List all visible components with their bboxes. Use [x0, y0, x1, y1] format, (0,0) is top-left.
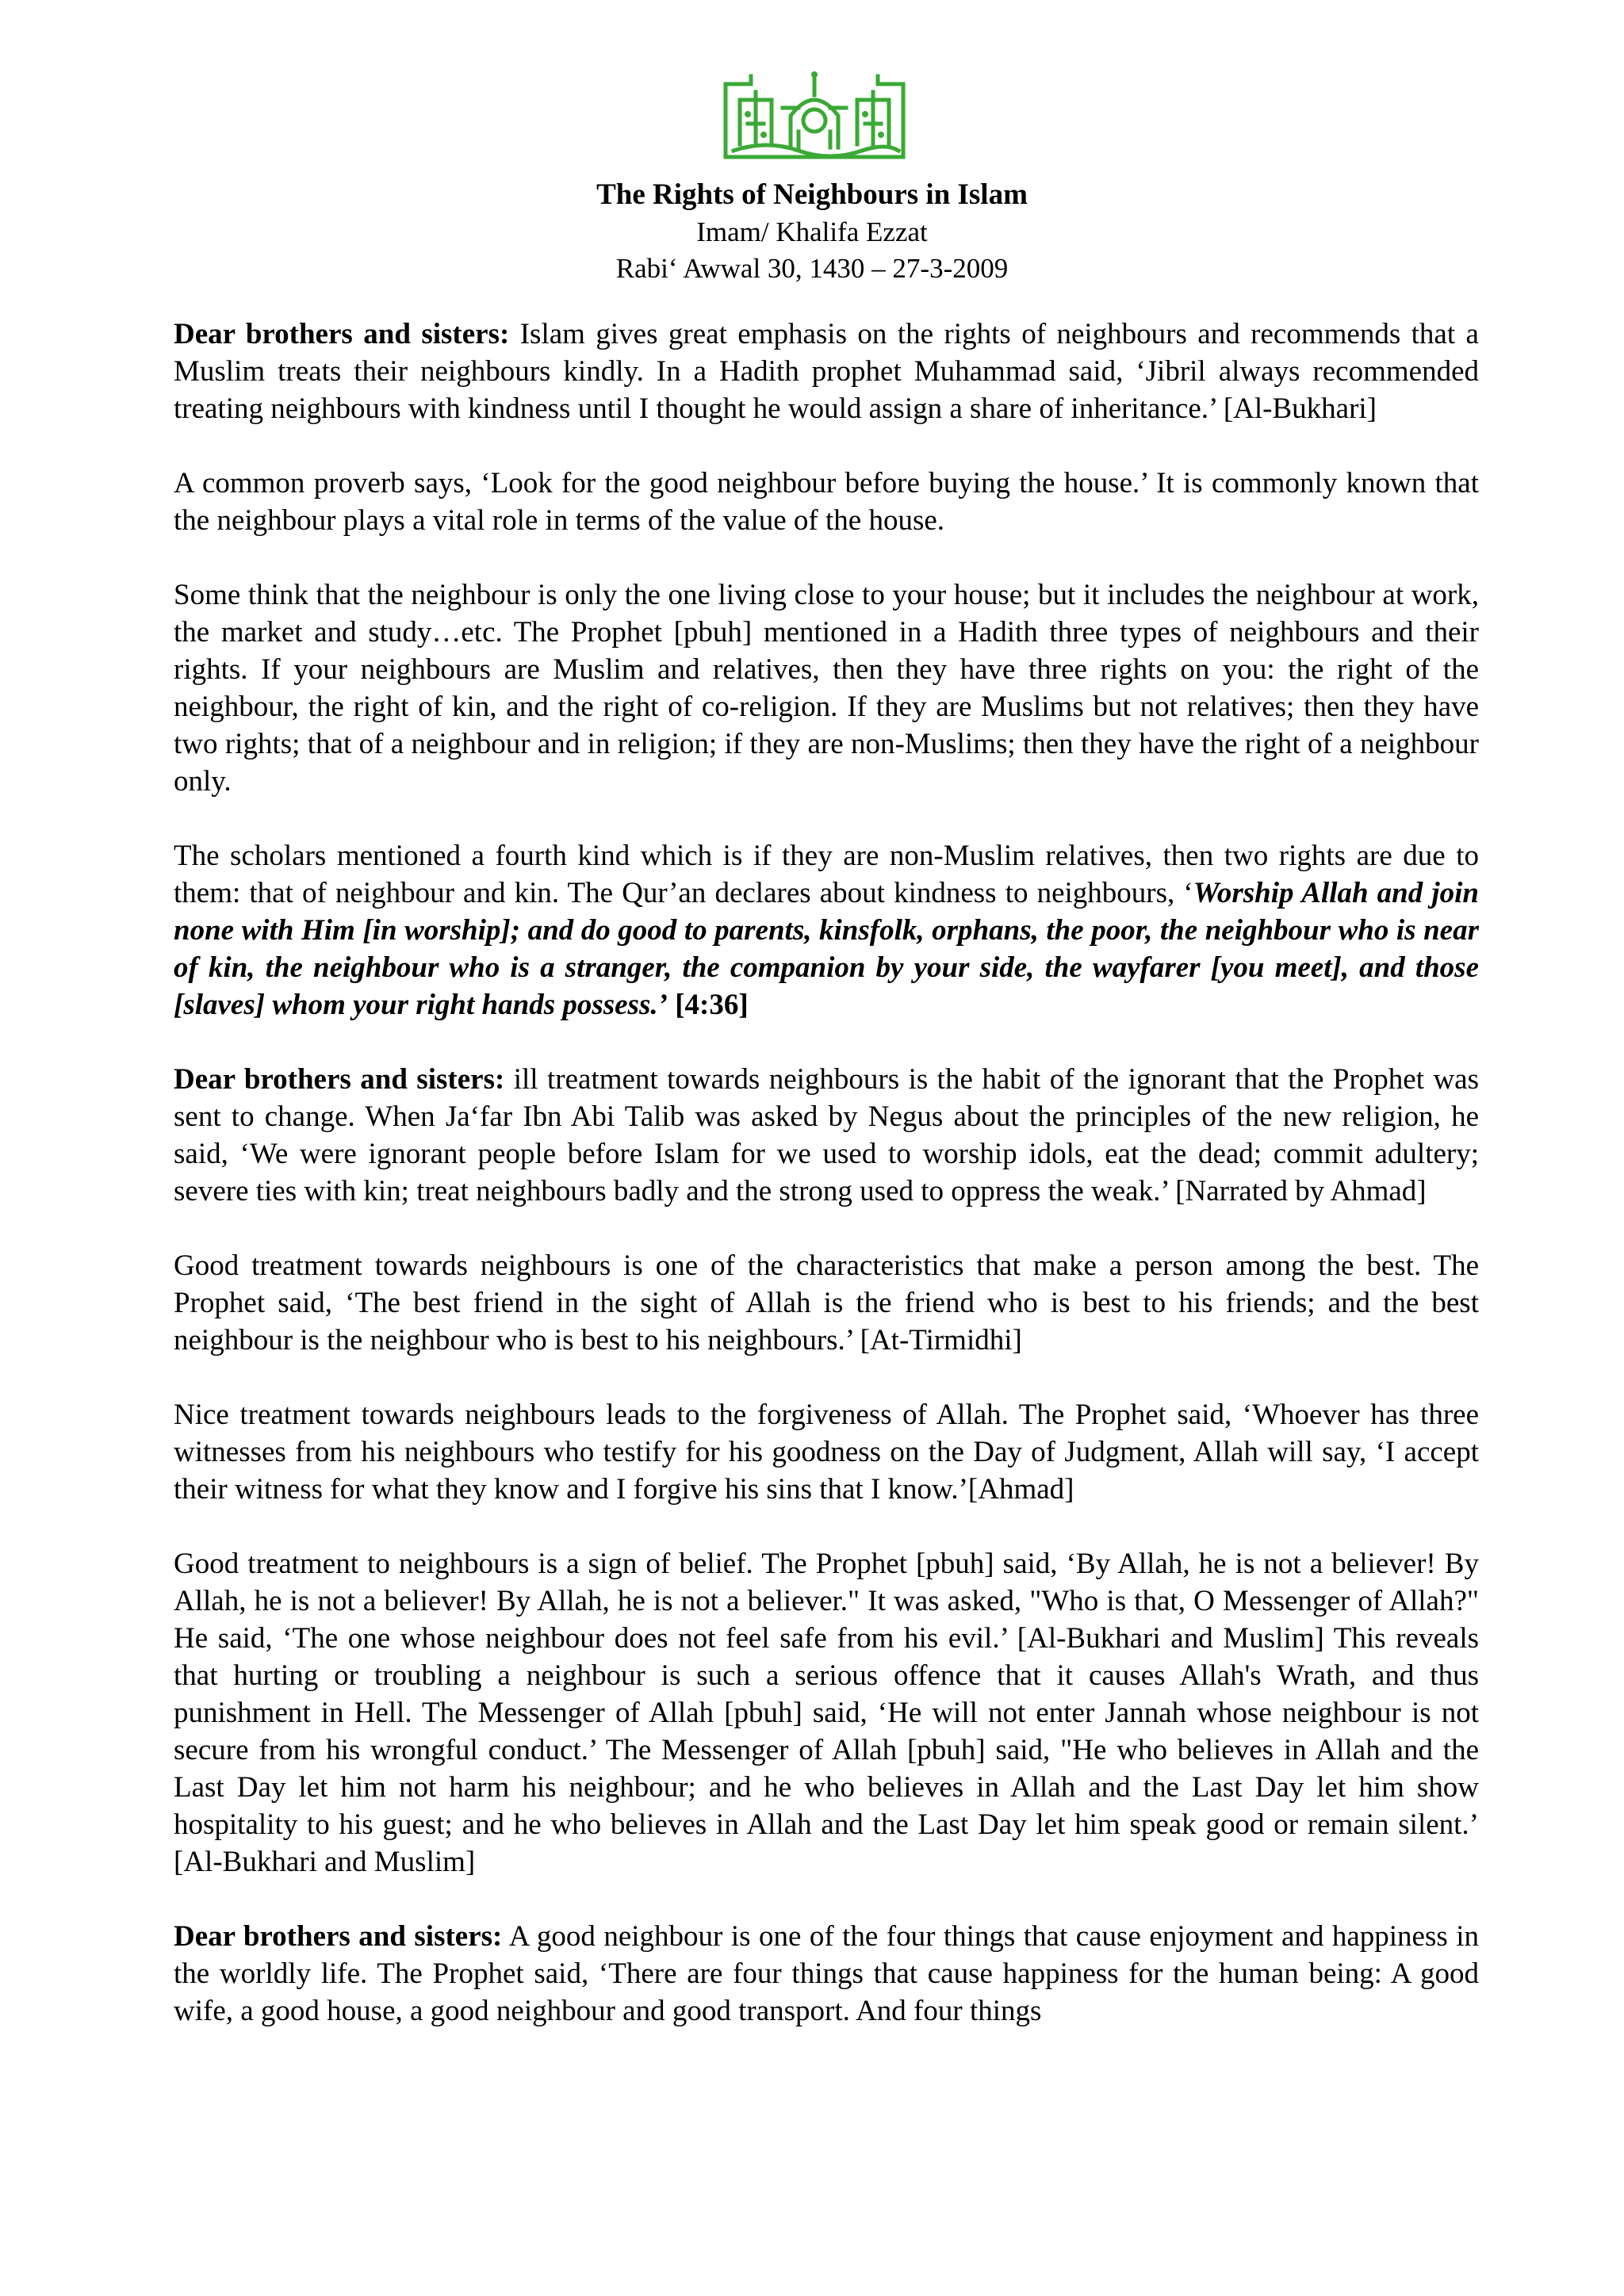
paragraph-4 — [174, 837, 1479, 1024]
document-title: The Rights of Neighbours in Islam — [596, 178, 1028, 211]
paragraph-text: A good neighbour is one of the four things that cause enjoyment and happiness in the worldly life. The Prophet said, ‘There are four things that cause happiness for the human being: A good wife, a good house, a good neighbour and good transport. And four things — [174, 1920, 1479, 2027]
paragraph-lead: Dear brothers and sisters: — [174, 1920, 503, 1953]
document-header — [0, 176, 1624, 287]
paragraph-text: Nice treatment towards neighbours leads to the forgiveness of Allah. The Prophet said, ‘Whoever has three witnesses from his neighbours who testify for his goodness on the Day of Judgment, Allah will say, ‘I accept their witness for what they know and I forgive his sins that I know.’[Ahmad] — [174, 1399, 1479, 1506]
paragraph-text: The scholars mentioned a fourth kind which is if they are non-Muslim relatives, then two rights are due to them: that of neighbour and kin. The Qur’an declares about kindness to neighbours, ‘ — [174, 840, 1479, 909]
paragraph-text: Good treatment towards neighbours is one of the characteristics that make a person among the best. The Prophet said, ‘The best friend in the sight of Allah is the friend who is best to his friends; and the best neighbour is the neighbour who is best to his neighbours.’ [At-Tirmidhi] — [174, 1249, 1479, 1357]
paragraph-text: ill treatment towards neighbours is the habit of the ignorant that the Prophet was sent to change. When Ja‘far Ibn Abi Talib was asked by Negus about the principles of the new religion, he said, ‘We were ignorant people before Islam for we used to worship idols, eat the dead; commit adultery; severe ties with kin; treat neighbours badly and the strong used to oppress the weak.’ [Narrated by Ahmad] — [174, 1063, 1479, 1207]
paragraph-3 — [174, 576, 1479, 800]
paragraph-text: A common proverb says, ‘Look for the good neighbour before buying the house.’ It is commonly known that the neighbour plays a vital role in terms of the value of the house. — [174, 467, 1479, 537]
paragraph-8 — [174, 1545, 1479, 1881]
islamic-center-logo — [719, 68, 910, 171]
quran-reference: [4:36] — [667, 989, 749, 1021]
paragraph-lead: Dear brothers and sisters: — [174, 318, 510, 350]
paragraph-lead: Dear brothers and sisters: — [174, 1063, 505, 1096]
paragraph-text: Some think that the neighbour is only the one living close to your house; but it includes the neighbour at work, the market and study…etc. The Prophet [pbuh] mentioned in a Hadith three types of neighbours and their rights. If your neighbours are Muslim and relatives, then they have three rights on you: the right of the neighbour, the right of kin, and the right of co-religion. If they are Muslims but not relatives; then they have two rights; that of a neighbour and in religion; if they are non-Muslims; then they have the right of a neighbour only. — [174, 579, 1479, 798]
paragraph-5 — [174, 1061, 1479, 1210]
quran-quote: Worship Allah and join none with Him [in worship]; and do good to parents, kinsfolk, orphans, the poor, the neighbour who is near of kin, the neighbour who is a stranger, the companion by your side, the wayfarer [you meet], and those [slaves] whom your right hands possess.’ — [174, 877, 1480, 1021]
paragraph-text: Good treatment to neighbours is a sign of belief. The Prophet [pbuh] said, ‘By Allah, he is not a believer! By Allah, he is not a believer! By Allah, he is not a believer." It was asked, "Who is that, O Messenger of Allah?" He said, ‘The one whose neighbour does not feel safe from his evil.’ [Al-Bukhari and Muslim] This reveals that hurting or troubling a neighbour is such a serious offence that it causes Allah's Wrath, and thus punishment in Hell. The Messenger of Allah [pbuh] said, ‘He will not enter Jannah whose neighbour is not secure from his wrongful conduct.’ The Messenger of Allah [pbuh] said, "He who believes in Allah and the Last Day let him not harm his neighbour; and he who believes in Allah and the Last Day let him show hospitality to his guest; and he who believes in Allah and the Last Day let him speak good or remain silent.’ [Al-Bukhari and Muslim] — [174, 1548, 1479, 1878]
paragraph-9 — [174, 1918, 1479, 2030]
paragraph-7 — [174, 1396, 1479, 1508]
document-body — [174, 316, 1479, 2067]
paragraph-2 — [174, 465, 1479, 539]
date-line: Rabi‘ Awwal 30, 1430 – 27-3-2009 — [615, 253, 1009, 284]
paragraph-6 — [174, 1247, 1479, 1359]
calligraphy-emblem-icon — [719, 68, 910, 171]
paragraph-text: Islam gives great emphasis on the rights of neighbours and recommends that a Muslim treats their neighbours kindly. In a Hadith prophet Muhammad said, ‘Jibril always recommended treating neighbours with kindness until I thought he would assign a share of inheritance.’ [Al-Bukhari] — [174, 318, 1479, 425]
paragraph-1 — [174, 316, 1479, 427]
author-line: Imam/ Khalifa Ezzat — [696, 216, 928, 247]
